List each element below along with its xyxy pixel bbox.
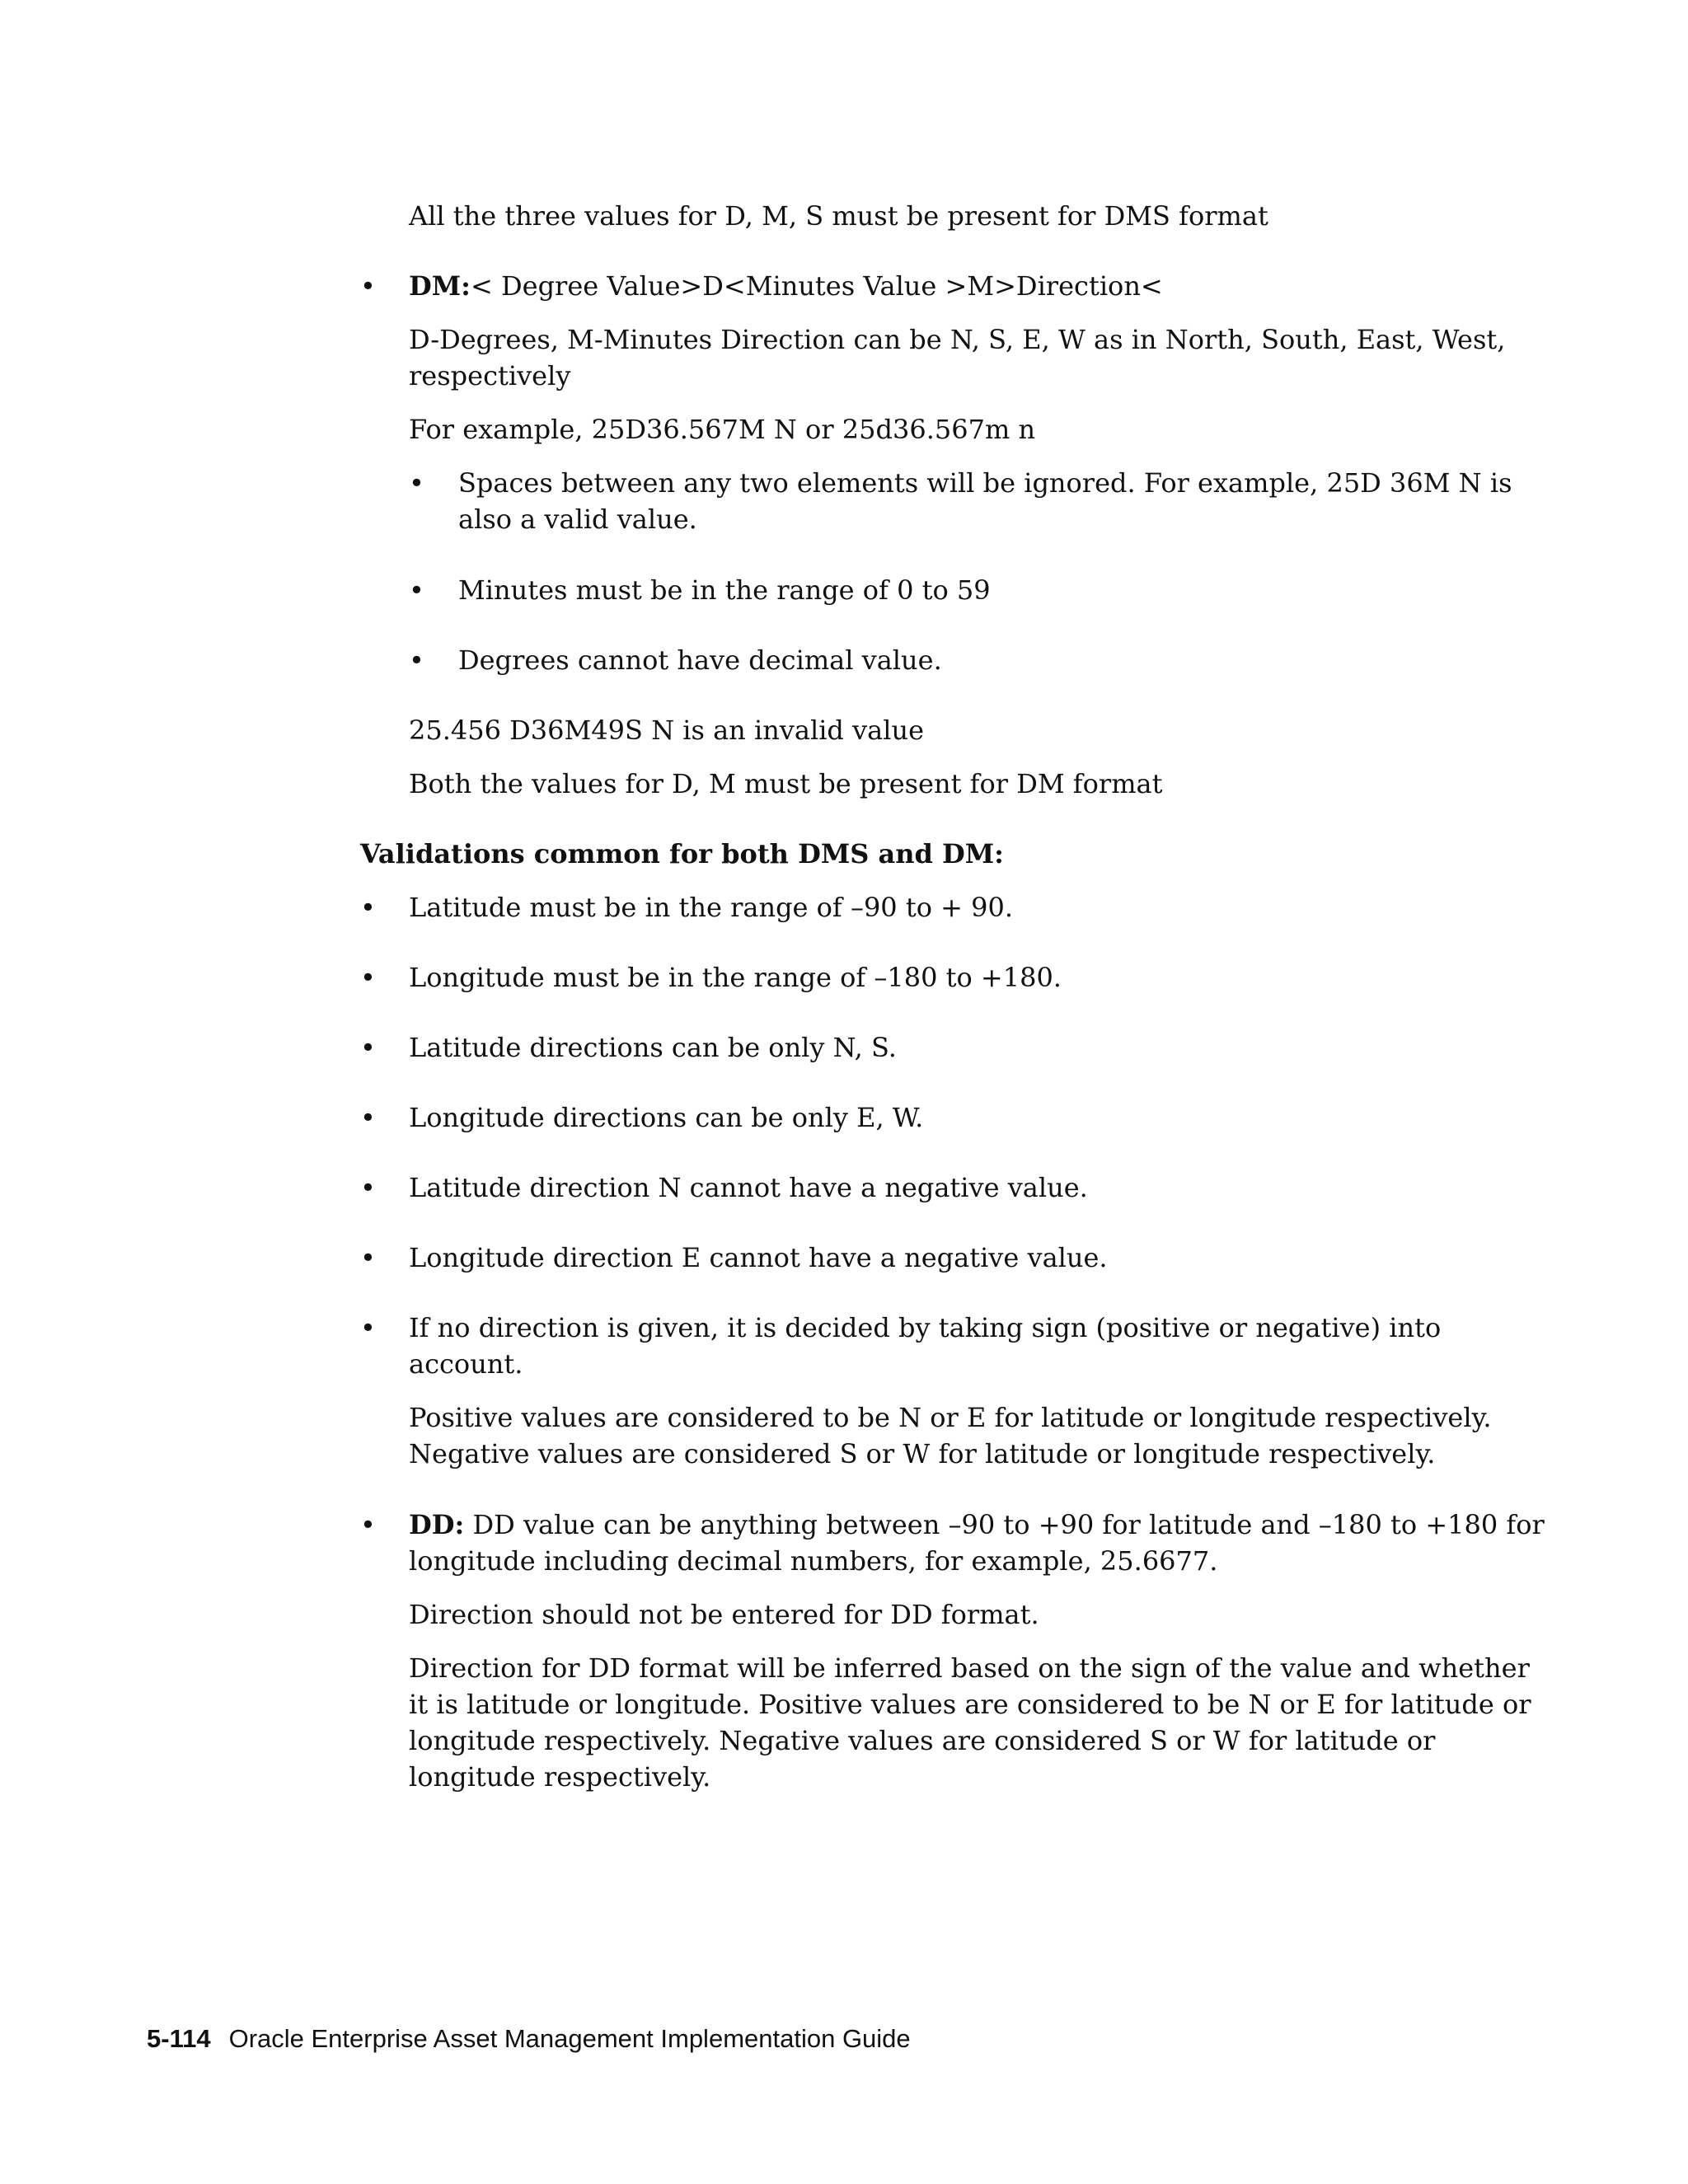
dm-label: DM:: [409, 270, 471, 302]
dm-sub-1-line1: Spaces between any two elements will be ignored. For example, 25D 36M N is: [458, 467, 1512, 499]
bullet-dm-sub-1: •: [409, 467, 424, 499]
guide-title: Oracle Enterprise Asset Management Implementation Guide: [228, 2024, 911, 2053]
page-number: 5-114: [147, 2024, 211, 2053]
dd-line1: [409, 1507, 1545, 1543]
dm-definition: [409, 268, 1163, 304]
dm-sub-3: Degrees cannot have decimal value.: [458, 644, 942, 676]
common-item-6: Longitude direction E cannot have a negative value.: [409, 1242, 1108, 1273]
common-heading: Validations common for both DMS and DM:: [360, 838, 1004, 869]
bullet-common-7: •: [360, 1312, 376, 1343]
dd-para-line3: longitude respectively. Negative values are considered S or W for latitude or: [409, 1725, 1436, 1756]
common-nodir-line2: account.: [409, 1348, 523, 1380]
bullet-dd: •: [360, 1509, 376, 1540]
bullet-dm-sub-2: •: [409, 574, 424, 606]
bullet-common-3: •: [360, 1032, 376, 1063]
dm-sub-1-line2: also a valid value.: [458, 504, 697, 535]
common-item-2: Longitude must be in the range of –180 to +180.: [409, 962, 1062, 993]
dm-example: For example, 25D36.567M N or 25d36.567m n: [409, 414, 1036, 445]
common-nodir-para-line2: Negative values are considered S or W for latitude or longitude respectively.: [409, 1438, 1436, 1469]
dm-description-line1: D-Degrees, M-Minutes Direction can be N, S, E, W as in North, South, East, West,: [409, 324, 1506, 355]
dm-invalid-example: 25.456 D36M49S N is an invalid value: [409, 715, 925, 746]
dm-note: Both the values for D, M must be present for DM format: [409, 768, 1163, 799]
bullet-common-1: •: [360, 892, 376, 923]
dm-description-line2: respectively: [409, 360, 571, 391]
bullet-common-5: •: [360, 1172, 376, 1203]
dd-label: DD:: [409, 1509, 465, 1540]
dd-line1-text: DD value can be anything between –90 to +90 for latitude and –180 to +180 for: [464, 1509, 1545, 1540]
common-item-3: Latitude directions can be only N, S.: [409, 1032, 897, 1063]
dm-syntax: < Degree Value>D<Minutes Value >M>Direction<: [470, 270, 1163, 302]
dd-para-line4: longitude respectively.: [409, 1761, 711, 1793]
bullet-dm-sub-3: •: [409, 644, 424, 676]
common-item-4: Longitude directions can be only E, W.: [409, 1102, 924, 1133]
bullet-common-6: •: [360, 1242, 376, 1273]
bullet-common-4: •: [360, 1102, 376, 1133]
dd-line2: longitude including decimal numbers, for example, 25.6677.: [409, 1545, 1218, 1577]
dms-note: All the three values for D, M, S must be present for DMS format: [409, 200, 1268, 232]
bullet-common-2: •: [360, 962, 376, 993]
dm-sub-2: Minutes must be in the range of 0 to 59: [458, 574, 991, 606]
common-nodir-para-line1: Positive values are considered to be N or E for latitude or longitude respectively.: [409, 1402, 1492, 1433]
dd-note: Direction should not be entered for DD format.: [409, 1599, 1039, 1630]
common-nodir-line1: If no direction is given, it is decided by taking sign (positive or negative) into: [409, 1312, 1442, 1343]
page-footer: [147, 2022, 911, 2055]
common-item-5: Latitude direction N cannot have a negative value.: [409, 1172, 1088, 1203]
common-item-1: Latitude must be in the range of –90 to + 90.: [409, 892, 1013, 923]
dd-para-line1: Direction for DD format will be inferred based on the sign of the value and whether: [409, 1652, 1530, 1684]
bullet-dm: •: [360, 270, 376, 302]
dd-para-line2: it is latitude or longitude. Positive values are considered to be N or E for latitude or: [409, 1689, 1531, 1720]
